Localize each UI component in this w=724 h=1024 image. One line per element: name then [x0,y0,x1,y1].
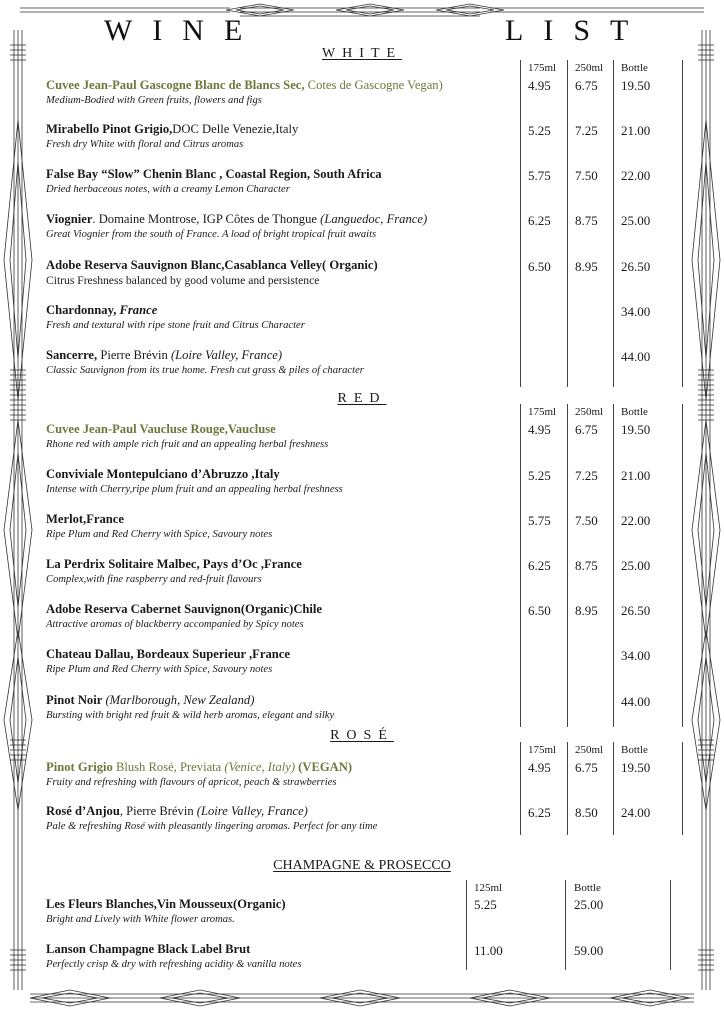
price: 6.25 [528,213,551,228]
price: 25.00 [574,897,604,912]
price: 5.25 [528,468,551,483]
price: 4.95 [528,78,551,93]
price: 59.00 [574,943,604,958]
price: 5.25 [528,123,551,138]
price: 22.00 [621,513,651,528]
column-header: Bottle [574,882,601,894]
wine-name-part: Pierre Brévin [97,348,171,362]
wine-description: Ripe Plum and Red Cherry with Spice, Savoury notes [46,664,273,675]
price: 7.25 [575,123,598,138]
wine-item [46,647,506,677]
wine-name-part: Cotes de Gascogne Vegan) [304,78,443,92]
price: 21.00 [621,468,651,483]
wine-name-part: Merlot,France [46,512,124,526]
price: 19.50 [621,422,651,437]
wine-description: Complex,with fine raspberry and red-fruit flavours [46,574,262,585]
wine-name [46,467,506,482]
wine-item [46,303,506,333]
wine-name-part: France [119,303,158,317]
column-header: 250ml [575,62,604,74]
wine-description: Fresh dry White with floral and Citrus aromas [46,139,244,150]
price: 5.75 [528,513,551,528]
wine-item [46,897,466,927]
wine-description: Great Viognier from the south of France. A load of bright tropical fruit awaits [46,229,377,240]
price: 25.00 [621,558,651,573]
wine-name [46,303,506,318]
section-heading-rose: ROSÉ [330,728,394,743]
section-heading-white: WHITE [321,46,403,61]
column-divider [520,742,521,835]
wine-description: Perfectly crisp & dry with refreshing acidity & vanilla notes [46,959,302,970]
column-header: Bottle [621,744,648,756]
wine-description: Intense with Cherry,ripe plum fruit and an appealing herbal freshness [46,484,343,495]
wine-name-part: (Marlborough, New Zealand) [102,693,255,707]
column-divider [682,404,683,727]
column-header: 175ml [528,62,557,74]
column-divider [670,880,671,970]
price: 6.50 [528,259,551,274]
price: 19.50 [621,78,651,93]
column-header: 250ml [575,406,604,418]
column-header: 125ml [474,882,503,894]
wine-item [46,467,506,497]
wine-name [46,212,506,227]
price: 7.50 [575,168,598,183]
price: 6.25 [528,805,551,820]
wine-name [46,897,466,912]
wine-name-part: Blush Rosé, Previata [112,760,225,774]
price: 4.95 [528,760,551,775]
wine-name-part: Pinot Grigio [46,760,113,774]
price: 26.50 [621,259,651,274]
wine-name [46,693,506,708]
column-header: 250ml [575,744,604,756]
column-divider [565,880,566,970]
column-divider [613,742,614,835]
wine-item [46,122,506,152]
wine-name-part: False Bay “Slow” Chenin Blanc , Coastal Region, South Africa [46,167,382,181]
price: 34.00 [621,304,651,319]
wine-item [46,348,506,378]
wine-name-part: Cuvee Jean-Paul Vaucluse Rouge,Vaucluse [46,422,276,436]
column-divider [613,404,614,727]
wine-name [46,760,506,775]
column-divider [567,404,568,727]
wine-item [46,78,506,108]
wine-name [46,647,506,662]
wine-name-part: Les Fleurs Blanches,Vin Mousseux(Organic) [46,897,286,911]
wine-name [46,557,506,572]
section-heading-champagne: CHAMPAGNE & PROSECCO [273,858,451,873]
wine-item [46,693,506,723]
column-header: Bottle [621,406,648,418]
price: 26.50 [621,603,651,618]
wine-name [46,804,506,819]
price: 19.50 [621,760,651,775]
wine-name [46,258,506,273]
column-divider [613,60,614,387]
wine-name-part: Chardonnay, [46,303,120,317]
section-heading-red: RED [337,391,387,406]
column-header: 175ml [528,744,557,756]
price: 7.50 [575,513,598,528]
wine-name-part: (VEGAN) [295,760,353,774]
wine-description: Dried herbaceous notes, with a creamy Lemon Character [46,184,290,195]
wine-name [46,512,506,527]
wine-name [46,942,466,957]
price: 44.00 [621,349,651,364]
wine-item [46,167,506,197]
wine-name-part: (Venice, Italy) [224,760,296,774]
wine-name [46,348,506,363]
column-divider [466,880,467,970]
price: 22.00 [621,168,651,183]
wine-name-part: Adobe Reserva Sauvignon Blanc,Casablanca Velley( Organic) [46,258,378,272]
wine-description: Attractive aromas of blackberry accompanied by Spicy notes [46,619,304,630]
wine-name-part: , Pierre Brévin [119,804,197,818]
price: 6.25 [528,558,551,573]
wine-name [46,167,506,182]
price: 4.95 [528,422,551,437]
title-wine: WINE [104,14,263,47]
wine-item [46,804,506,834]
wine-name-part: La Perdrix Solitaire Malbec, Pays d’Oc ,France [46,557,302,571]
wine-item [46,760,506,790]
wine-name-part: (Languedoc, France) [320,212,428,226]
price: 7.25 [575,468,598,483]
wine-description: Fresh and textural with ripe stone fruit and Citrus Character [46,320,305,331]
wine-name-part: (Loire Valley, France) [196,804,308,818]
price: 5.25 [474,897,497,912]
wine-name [46,122,506,137]
wine-name [46,602,506,617]
column-divider [567,60,568,387]
wine-description: Ripe Plum and Red Cherry with Spice, Savoury notes [46,529,273,540]
price: 6.75 [575,422,598,437]
wine-name-part: Conviviale Montepulciano d’Abruzzo ,Italy [46,467,280,481]
wine-name-part: Chateau Dallau, Bordeaux Superieur ,France [46,647,290,661]
wine-name-part: Rosé d’Anjou [46,804,120,818]
column-divider [682,742,683,835]
price: 44.00 [621,694,651,709]
wine-description: Classic Sauvignon from its true home. Fresh cut grass & piles of character [46,365,364,376]
wine-description: Citrus Freshness balanced by good volume and persistence [46,274,320,287]
wine-name-part: Pinot Noir [46,693,103,707]
price: 6.75 [575,760,598,775]
wine-name-part: Sancerre, [46,348,98,362]
wine-description: Rhone red with ample rich fruit and an appealing herbal freshness [46,439,329,450]
wine-description: Fruity and refreshing with flavours of apricot, peach & strawberries [46,777,337,788]
wine-name-part: DOC Delle Venezie,Italy [172,122,299,136]
price: 8.50 [575,805,598,820]
wine-name-part: (Loire Valley, France) [170,348,283,362]
column-divider [567,742,568,835]
wine-item [46,942,466,972]
wine-description: Bright and Lively with White flower aromas. [46,914,235,925]
title-list: LIST [505,14,649,47]
wine-name [46,78,506,93]
price: 6.75 [575,78,598,93]
wine-description: Bursting with bright red fruit & wild herb aromas, elegant and silky [46,710,335,721]
price: 8.75 [575,213,598,228]
wine-description: Pale & refreshing Rosé with pleasantly lingering aromas. Perfect for any time [46,821,378,832]
wine-item [46,512,506,542]
price: 11.00 [474,943,503,958]
price: 24.00 [621,805,651,820]
price: 8.95 [575,603,598,618]
column-divider [520,404,521,727]
wine-description: Medium-Bodied with Green fruits, flowers and figs [46,95,262,106]
price: 8.75 [575,558,598,573]
wine-item [46,602,506,632]
price: 25.00 [621,213,651,228]
price: 21.00 [621,123,651,138]
column-header: 175ml [528,406,557,418]
wine-name-part: Adobe Reserva Cabernet Sauvignon(Organic)Chile [46,602,323,616]
price: 8.95 [575,259,598,274]
column-divider [520,60,521,387]
wine-name-part: Viognier [46,212,93,226]
price: 34.00 [621,648,651,663]
wine-item [46,557,506,587]
wine-name-part: Cuvee Jean-Paul Gascogne Blanc de Blancs Sec, [46,78,305,92]
wine-item [46,258,506,288]
wine-item [46,212,506,242]
price: 5.75 [528,168,551,183]
wine-name-part: . Domaine Montrose, IGP Côtes de Thongue [92,212,321,226]
column-divider [682,60,683,387]
price: 6.50 [528,603,551,618]
wine-item [46,422,506,452]
wine-name [46,422,506,437]
column-header: Bottle [621,62,648,74]
wine-name-part: Lanson Champagne Black Label Brut [46,942,251,956]
wine-name-part: Mirabello Pinot Grigio, [46,122,173,136]
